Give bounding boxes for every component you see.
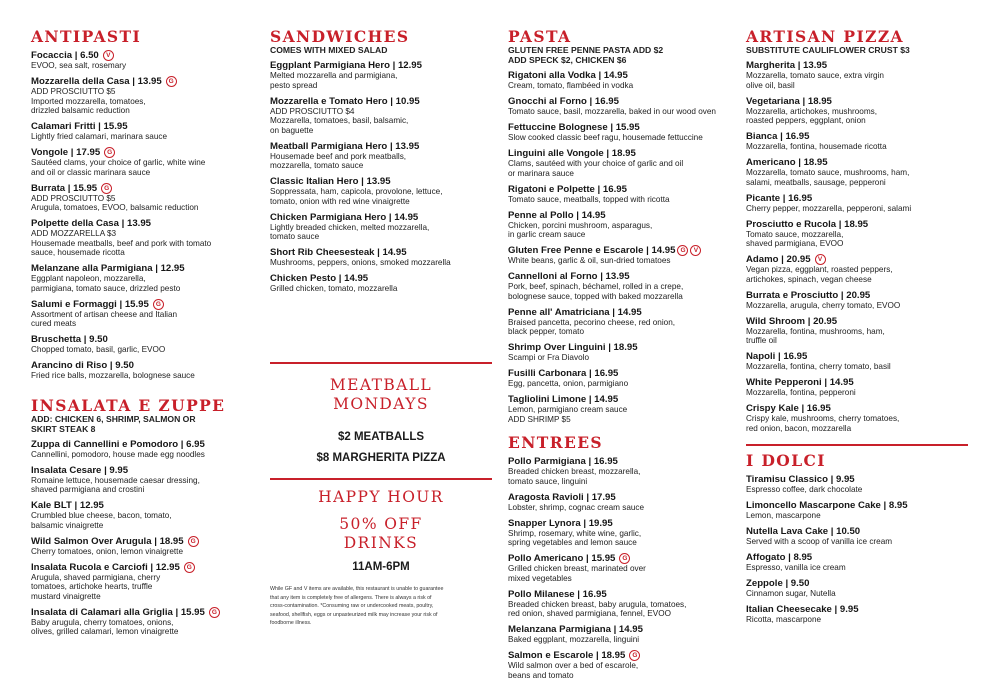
menu-item-name: Insalata Rucola e Carciofi | 12.95 bbox=[31, 561, 180, 573]
menu-item-description: Baby arugula, cherry tomatoes, onions, olives, grilled calamari, lemon vinaigrette bbox=[31, 617, 179, 636]
menu-item bbox=[508, 624, 730, 645]
menu-item-name: Affogato | 8.95 bbox=[746, 552, 813, 563]
antipasti-title: ANTIPASTI bbox=[31, 27, 142, 46]
menu-item-name: White Pepperoni | 14.95 bbox=[746, 377, 854, 388]
menu-item-name-row bbox=[508, 650, 730, 661]
gluten-free-badge-icon: G bbox=[184, 562, 195, 573]
menu-item-name-row bbox=[31, 465, 253, 476]
vegan-badge-icon: V bbox=[690, 245, 701, 256]
menu-item-name-row bbox=[508, 394, 730, 405]
menu-item-name-row bbox=[508, 342, 730, 353]
menu-item-name-row bbox=[746, 60, 968, 71]
menu-item-name-row bbox=[31, 76, 253, 87]
menu-item-description: Mozzarella, fontina, housemade ricotta bbox=[746, 142, 887, 151]
menu-item-description: Cherry tomatoes, onion, lemon vinaigrette bbox=[31, 546, 184, 556]
menu-item bbox=[508, 245, 730, 266]
menu-item bbox=[31, 147, 253, 177]
menu-item-description: Ricotta, mascarpone bbox=[746, 615, 822, 624]
menu-item-name-row bbox=[508, 624, 730, 635]
menu-item-name: Mozzarella della Casa | 13.95 bbox=[31, 76, 162, 87]
meatball-deal: $2 MEATBALLS bbox=[337, 431, 425, 443]
menu-item bbox=[31, 50, 253, 71]
menu-item-name-row bbox=[508, 589, 730, 600]
menu-item bbox=[746, 254, 968, 284]
menu-item bbox=[746, 316, 968, 346]
menu-item-description: ADD PROSCIUTTO $4 Mozzarella, tomatoes, basil, balsamic, on baguette bbox=[270, 106, 409, 135]
dolci-section bbox=[746, 452, 968, 625]
menu-item-name: Gnocchi al Forno | 16.95 bbox=[508, 96, 619, 107]
menu-item bbox=[508, 650, 730, 680]
menu-item-name-row bbox=[746, 604, 968, 615]
menu-item-name: Short Rib Cheesesteak | 14.95 bbox=[270, 247, 407, 258]
column-3 bbox=[508, 28, 730, 686]
menu-item-description: Eggplant napoleon, mozzarella, parmigiana, tomato sauce, drizzled pesto bbox=[31, 274, 181, 293]
menu-item-name-row bbox=[746, 351, 968, 362]
menu-item-name: Insalata Cesare | 9.95 bbox=[31, 464, 129, 476]
happy-hour-time: 11AM-6PM bbox=[352, 561, 410, 573]
menu-item bbox=[746, 219, 968, 249]
menu-item-name-row bbox=[746, 157, 968, 168]
menu-item-description: Mushrooms, peppers, onions, smoked mozzarella bbox=[270, 258, 451, 267]
pasta-title: PASTA bbox=[508, 27, 572, 46]
menu-item bbox=[508, 210, 730, 240]
menu-item-description: Mozzarella, tomato sauce, extra virgin olive oil, basil bbox=[746, 71, 884, 90]
menu-item-name: Limoncello Mascarpone Cake | 8.95 bbox=[746, 500, 908, 511]
sandwiches-items bbox=[270, 60, 492, 294]
meatball-mondays-title-1: MEATBALL bbox=[329, 376, 433, 394]
menu-item-description: Crispy kale, mushrooms, cherry tomatoes, red onion, bacon, mozzarella bbox=[746, 414, 900, 433]
menu-item bbox=[31, 121, 253, 142]
menu-item-description: Cherry pepper, mozzarella, pepperoni, salami bbox=[746, 203, 912, 213]
gluten-free-badge-icon: G bbox=[629, 650, 640, 661]
menu-item-name: Shrimp Over Linguini | 18.95 bbox=[508, 342, 638, 353]
menu-item bbox=[746, 403, 968, 433]
menu-item-name-row bbox=[746, 254, 968, 265]
column-4-lower bbox=[746, 452, 968, 630]
menu-item-name: Gluten Free Penne e Escarole | 14.95 bbox=[508, 245, 676, 256]
menu-item-description: Grilled chicken, tomato, mozzarella bbox=[270, 284, 398, 293]
menu-item-name: Aragosta Ravioli | 17.95 bbox=[508, 491, 616, 503]
menu-item bbox=[746, 193, 968, 214]
happy-hour-deal-2: DRINKS bbox=[343, 534, 419, 552]
menu-item bbox=[270, 247, 492, 268]
pizza-section bbox=[746, 28, 968, 433]
insalata-subtitle: ADD: CHICKEN 6, SHRIMP, SALMON OR SKIRT STEAK 8 bbox=[31, 413, 196, 434]
menu-item bbox=[508, 271, 730, 301]
menu-item-name: Picante | 16.95 bbox=[746, 192, 813, 204]
menu-item-name-row bbox=[508, 70, 730, 81]
menu-item-name-row bbox=[746, 526, 968, 537]
gluten-free-badge-icon: G bbox=[188, 536, 199, 547]
gluten-free-badge-icon: G bbox=[166, 76, 177, 87]
menu-item-description: Clams, sautéed with your choice of garlic and oil or marinara sauce bbox=[508, 159, 684, 178]
menu-item-name-row bbox=[31, 218, 253, 229]
menu-item-description: Espresso, vanilla ice cream bbox=[746, 563, 846, 572]
menu-item-name-row bbox=[746, 403, 968, 414]
menu-item-description: Fried rice balls, mozzarella, bolognese sauce bbox=[31, 371, 195, 380]
menu-item-name-row bbox=[508, 456, 730, 467]
dolci-title: I DOLCI bbox=[746, 451, 826, 470]
menu-item bbox=[508, 553, 730, 583]
menu-item-name: Burrata e Prosciutto | 20.95 bbox=[746, 289, 871, 301]
menu-item-name: Adamo | 20.95 bbox=[746, 254, 811, 265]
menu-item-description: Soppressata, ham, capicola, provolone, lettuce, tomato, onion with red wine vinaigrette bbox=[270, 187, 443, 206]
menu-item-name: Fettuccine Bolognese | 15.95 bbox=[508, 122, 640, 133]
menu-item-name-row bbox=[31, 360, 253, 371]
menu-item-name-row bbox=[270, 176, 492, 187]
menu-item-name: Snapper Lynora | 19.95 bbox=[508, 517, 613, 529]
insalata-items bbox=[31, 439, 253, 637]
menu-item-description: Lightly fried calamari, marinara sauce bbox=[31, 132, 168, 141]
menu-item-description: Mozzarella, arugula, cherry tomato, EVOO bbox=[746, 300, 901, 310]
menu-item-name: Wild Shroom | 20.95 bbox=[746, 315, 838, 327]
menu-item-name: Rigatoni alla Vodka | 14.95 bbox=[508, 70, 628, 81]
menu-item-description: Mozzarella, fontina, pepperoni bbox=[746, 388, 856, 397]
menu-item-name-row bbox=[508, 553, 730, 564]
menu-item-name-row bbox=[746, 193, 968, 204]
menu-item-name: Focaccia | 6.50 bbox=[31, 50, 99, 61]
menu-item-name-row bbox=[508, 96, 730, 107]
menu-item-name-row bbox=[508, 245, 730, 256]
menu-item-description: Grilled chicken breast, marinated over mixed vegetables bbox=[508, 564, 646, 583]
pasta-items bbox=[508, 70, 730, 424]
menu-item bbox=[31, 218, 253, 258]
menu-item-name: Meatball Parmigiana Hero | 13.95 bbox=[270, 140, 420, 152]
menu-item-name-row bbox=[746, 219, 968, 230]
menu-item bbox=[31, 360, 253, 381]
menu-item-name-row bbox=[508, 518, 730, 529]
menu-item-description: Scampi or Fra Diavolo bbox=[508, 353, 589, 362]
pasta-section bbox=[508, 28, 730, 424]
menu-item-description: Crumbled blue cheese, bacon, tomato, balsamic vinaigrette bbox=[31, 511, 172, 530]
antipasti-section bbox=[31, 28, 253, 381]
menu-item-name: Napoli | 16.95 bbox=[746, 351, 808, 362]
menu-item-description: Served with a scoop of vanilla ice cream bbox=[746, 537, 893, 546]
menu-item-name: Arancino di Riso | 9.50 bbox=[31, 360, 134, 371]
vegan-badge-icon: V bbox=[815, 254, 826, 265]
menu-item-name-row bbox=[746, 96, 968, 107]
menu-item-name-row bbox=[270, 212, 492, 223]
menu-item bbox=[746, 60, 968, 90]
menu-item-name-row bbox=[31, 439, 253, 450]
menu-item bbox=[31, 334, 253, 355]
menu-item-description: ADD MOZZARELLA $3 Housemade meatballs, beef and pork with tomato sauce, housemade ricotta bbox=[31, 229, 212, 257]
menu-item-name-row bbox=[746, 578, 968, 589]
menu-item bbox=[508, 70, 730, 91]
menu-item-description: Mozzarella, artichokes, mushrooms, roasted peppers, eggplant, onion bbox=[746, 106, 878, 125]
menu-item-description: Cinnamon sugar, Nutella bbox=[746, 589, 836, 598]
menu-item-description: Lemon, parmigiano cream sauce ADD SHRIMP $5 bbox=[508, 405, 628, 424]
menu-item bbox=[31, 76, 253, 116]
menu-item-description: Lightly breaded chicken, melted mozzarella, tomato sauce bbox=[270, 222, 430, 241]
menu-item-description: Mozzarella, tomato sauce, mushrooms, ham, salami, meatballs, sausage, pepperoni bbox=[746, 168, 910, 187]
menu-item bbox=[746, 351, 968, 372]
menu-item-name-row bbox=[746, 316, 968, 327]
menu-item-name-row bbox=[270, 96, 492, 107]
happy-hour-deal-1: 50% OFF bbox=[339, 515, 423, 533]
menu-item-name-row bbox=[31, 50, 253, 61]
menu-item bbox=[31, 183, 253, 213]
pizza-title: ARTISAN PIZZA bbox=[746, 27, 904, 46]
menu-item bbox=[746, 578, 968, 599]
menu-item-description: Breaded chicken breast, mozzarella, tomato sauce, linguini bbox=[508, 467, 641, 486]
menu-item-name: Melanzana Parmigiana | 14.95 bbox=[508, 624, 643, 635]
menu-item-description: Breaded chicken breast, baby arugula, tomatoes, red onion, shaved parmigiana, fennel, EVOO bbox=[508, 599, 687, 618]
menu-item bbox=[270, 273, 492, 294]
allergen-disclaimer: While GF and V items are available, this restaurant is unable to guarantee that any item is completely free of allergens. There is always a risk of cross-contamination. *Consuming raw or undercooked meats, poultry, seafood, shellfish, eggs or unpasteurized milk may increase your risk of foodborne illness. bbox=[270, 586, 444, 627]
menu-item-name-row bbox=[508, 122, 730, 133]
gluten-free-badge-icon: G bbox=[677, 245, 688, 256]
gluten-free-badge-icon: G bbox=[104, 147, 115, 158]
menu-item bbox=[746, 96, 968, 126]
menu-item-name-row bbox=[508, 210, 730, 221]
menu-item-description: Vegan pizza, eggplant, roasted peppers, artichokes, spinach, vegan cheese bbox=[746, 265, 893, 284]
menu-item bbox=[746, 552, 968, 573]
menu-item-name: Crispy Kale | 16.95 bbox=[746, 403, 831, 414]
menu-item-description: Slow cooked classic beef ragu, housemade fettuccine bbox=[508, 133, 703, 142]
menu-item-name-row bbox=[270, 273, 492, 284]
menu-item bbox=[508, 122, 730, 143]
gluten-free-badge-icon: G bbox=[619, 553, 630, 564]
menu-item-description: Espresso coffee, dark chocolate bbox=[746, 485, 863, 494]
dolci-items bbox=[746, 474, 968, 625]
menu-item bbox=[746, 500, 968, 521]
menu-item-name-row bbox=[31, 183, 253, 194]
menu-item-description: ADD PROSCIUTTO $5 Imported mozzarella, tomatoes, drizzled balsamic reduction bbox=[31, 87, 146, 115]
menu-item-name-row bbox=[31, 299, 253, 310]
menu-item-name-row bbox=[270, 247, 492, 258]
menu-item-name: Zeppole | 9.50 bbox=[746, 578, 810, 589]
menu-item-name: Vegetariana | 18.95 bbox=[746, 95, 832, 107]
divider-rule bbox=[270, 362, 492, 364]
menu-item bbox=[31, 607, 253, 637]
sandwiches-title: SANDWICHES bbox=[270, 27, 410, 46]
menu-item bbox=[31, 263, 253, 293]
meatball-mondays-title-2: MONDAYS bbox=[333, 395, 429, 413]
vegan-badge-icon: V bbox=[103, 50, 114, 61]
entrees-items bbox=[508, 456, 730, 680]
menu-item-name-row bbox=[746, 552, 968, 563]
menu-item-description: Tomato sauce, meatballs, topped with ricotta bbox=[508, 194, 670, 204]
menu-item-name-row bbox=[270, 141, 492, 152]
menu-item bbox=[746, 131, 968, 152]
menu-item bbox=[270, 96, 492, 136]
menu-item-description: Mozzarella, fontina, mushrooms, ham, truffle oil bbox=[746, 326, 885, 345]
menu-item bbox=[508, 394, 730, 424]
menu-item bbox=[270, 176, 492, 206]
menu-item bbox=[31, 562, 253, 602]
menu-item bbox=[31, 500, 253, 530]
menu-item bbox=[508, 342, 730, 363]
menu-item-name: Mozzarella e Tomato Hero | 10.95 bbox=[270, 95, 420, 107]
menu-item-name: Wild Salmon Over Arugula | 18.95 bbox=[31, 535, 184, 547]
menu-item bbox=[508, 589, 730, 619]
menu-item-name-row bbox=[31, 147, 253, 158]
menu-item-name: Salumi e Formaggi | 15.95 bbox=[31, 298, 149, 310]
menu-item-description: Cannellini, pomodoro, house made egg noodles bbox=[31, 449, 205, 459]
margherita-deal: $8 MARGHERITA PIZZA bbox=[316, 452, 446, 464]
menu-item-name-row bbox=[31, 607, 253, 618]
gluten-free-badge-icon: G bbox=[101, 183, 112, 194]
menu-item-name: Linguini alle Vongole | 18.95 bbox=[508, 148, 636, 159]
menu-item-description: Lobster, shrimp, cognac cream sauce bbox=[508, 502, 645, 512]
menu-item-description: Housemade beef and pork meatballs, mozzarella, tomato sauce bbox=[270, 151, 407, 170]
menu-item-name: Margherita | 13.95 bbox=[746, 60, 828, 71]
menu-item-name-row bbox=[31, 562, 253, 573]
menu-item-name-row bbox=[508, 492, 730, 503]
menu-item-description: Chicken, porcini mushroom, asparagus, in garlic cream sauce bbox=[508, 220, 653, 239]
antipasti-items bbox=[31, 50, 253, 381]
menu-item bbox=[746, 157, 968, 187]
menu-item-name: Burrata | 15.95 bbox=[31, 182, 98, 194]
menu-item-name: Nutella Lava Cake | 10.50 bbox=[746, 526, 861, 537]
menu-item bbox=[746, 604, 968, 625]
menu-item bbox=[508, 456, 730, 486]
menu-item-description: Braised pancetta, pecorino cheese, red onion, black pepper, tomato bbox=[508, 317, 676, 336]
menu-item-description: Tomato sauce, basil, mozzarella, baked in our wood oven bbox=[508, 107, 716, 116]
menu-item-name: Melanzane alla Parmigiana | 12.95 bbox=[31, 263, 185, 274]
gluten-free-badge-icon: G bbox=[209, 607, 220, 618]
menu-item-description: Chopped tomato, basil, garlic, EVOO bbox=[31, 345, 166, 354]
menu-item-name: Bianca | 16.95 bbox=[746, 131, 810, 142]
menu-item-name: Pollo Parmigiana | 16.95 bbox=[508, 456, 618, 467]
menu-item-name-row bbox=[508, 271, 730, 282]
menu-item-name: Vongole | 17.95 bbox=[31, 147, 101, 158]
menu-item-name: Tiramisu Classico | 9.95 bbox=[746, 474, 855, 485]
menu-item bbox=[31, 536, 253, 557]
menu-item-name: Prosciutto e Rucola | 18.95 bbox=[746, 218, 869, 230]
menu-item-description: Shrimp, rosemary, white wine, garlic, spring vegetables and lemon sauce bbox=[508, 528, 642, 547]
menu-item-name: Kale BLT | 12.95 bbox=[31, 500, 104, 511]
menu-item-name-row bbox=[270, 60, 492, 71]
menu-item bbox=[508, 368, 730, 389]
menu-item-description: Egg, pancetta, onion, parmigiano bbox=[508, 379, 629, 388]
menu-item-name-row bbox=[508, 368, 730, 379]
pizza-subtitle: SUBSTITUTE CAULIFLOWER CRUST $3 bbox=[746, 45, 910, 55]
menu-item bbox=[270, 212, 492, 242]
menu-item-description: Mozzarella, fontina, cherry tomato, basil bbox=[746, 362, 891, 371]
menu-item-description: Tomato sauce, mozzarella, shaved parmigiana, EVOO bbox=[746, 229, 844, 248]
menu-item-name-row bbox=[31, 500, 253, 511]
menu-item-name: Insalata di Calamari alla Griglia | 15.95 bbox=[31, 606, 205, 618]
menu-item-name: Zuppa di Cannellini e Pomodoro | 6.95 bbox=[31, 438, 205, 450]
menu-item-name-row bbox=[746, 131, 968, 142]
menu-item-name-row bbox=[31, 121, 253, 132]
column-4 bbox=[746, 28, 968, 439]
entrees-title: ENTREES bbox=[508, 433, 604, 452]
menu-item bbox=[508, 518, 730, 548]
menu-item-name-row bbox=[31, 334, 253, 345]
happy-hour-title: HAPPY HOUR bbox=[318, 488, 444, 506]
gluten-free-badge-icon: G bbox=[153, 299, 164, 310]
menu-item-description: Cream, tomato, flambéed in vodka bbox=[508, 81, 634, 90]
menu-item-name: Chicken Parmigiana Hero | 14.95 bbox=[270, 211, 419, 223]
menu-item-name-row bbox=[508, 307, 730, 318]
menu-item bbox=[508, 307, 730, 337]
menu-item-description: Pork, beef, spinach, béchamel, rolled in a crepe, bolognese sauce, topped with baked mozzarella bbox=[508, 282, 684, 301]
insalata-section bbox=[31, 397, 253, 637]
menu-item-name: Fusilli Carbonara | 16.95 bbox=[508, 368, 619, 379]
meatball-mondays-promo bbox=[270, 376, 492, 465]
menu-item-name: Tagliolini Limone | 14.95 bbox=[508, 394, 619, 405]
menu-item-name-row bbox=[746, 474, 968, 485]
menu-item-name: Penne al Pollo | 14.95 bbox=[508, 209, 606, 221]
menu-item-name: Rigatoni e Polpette | 16.95 bbox=[508, 183, 627, 195]
entrees-section bbox=[508, 434, 730, 680]
menu-item-name: Classic Italian Hero | 13.95 bbox=[270, 176, 391, 187]
menu-item-name-row bbox=[31, 536, 253, 547]
menu-item-description: Lemon, mascarpone bbox=[746, 511, 821, 520]
menu-item-name: Italian Cheesecake | 9.95 bbox=[746, 604, 859, 615]
menu-item-name: Calamari Fritti | 15.95 bbox=[31, 121, 128, 132]
insalata-title: INSALATA E ZUPPE bbox=[31, 395, 226, 415]
sandwiches-section bbox=[270, 28, 492, 294]
menu-item-description: EVOO, sea salt, rosemary bbox=[31, 61, 127, 70]
column-1 bbox=[31, 28, 253, 642]
menu-item-name: Chicken Pesto | 14.95 bbox=[270, 273, 369, 284]
menu-item-name: Pollo Americano | 15.95 bbox=[508, 553, 616, 564]
pizza-items bbox=[746, 60, 968, 433]
menu-item-name-row bbox=[508, 148, 730, 159]
menu-item-name: Cannelloni al Forno | 13.95 bbox=[508, 271, 630, 282]
menu-item-name-row bbox=[31, 263, 253, 274]
divider-rule bbox=[270, 478, 492, 480]
menu-item bbox=[31, 299, 253, 329]
column-2 bbox=[270, 28, 492, 299]
menu-item-description: Arugula, shaved parmigiana, cherry tomatoes, artichoke hearts, truffle mustard vinaigrette bbox=[31, 572, 161, 601]
menu-item-description: Assortment of artisan cheese and Italian cured meats bbox=[31, 309, 178, 328]
happy-hour-promo bbox=[270, 488, 492, 574]
menu-item-description: Wild salmon over a bed of escarole, beans and tomato bbox=[508, 661, 639, 680]
menu-item bbox=[746, 474, 968, 495]
menu-item bbox=[746, 526, 968, 547]
menu-item-description: ADD PROSCIUTTO $5 Arugula, tomatoes, EVOO, balsamic reduction bbox=[31, 193, 199, 212]
menu-item-name: Bruschetta | 9.50 bbox=[31, 334, 108, 345]
menu-item bbox=[31, 439, 253, 460]
menu-item-description: Romaine lettuce, housemade caesar dressing, shaved parmigiana and crostini bbox=[31, 475, 200, 494]
menu-item-name-row bbox=[508, 184, 730, 195]
menu-item-name-row bbox=[746, 377, 968, 388]
divider-rule bbox=[746, 444, 968, 446]
menu-item-name: Pollo Milanese | 16.95 bbox=[508, 588, 607, 600]
menu-item-name: Salmon e Escarole | 18.95 bbox=[508, 650, 626, 661]
menu-item-description: White beans, garlic & oil, sun-dried tomatoes bbox=[508, 256, 671, 265]
menu-item bbox=[508, 148, 730, 178]
menu-item bbox=[270, 141, 492, 171]
menu-item-description: Baked eggplant, mozzarella, linguini bbox=[508, 635, 640, 644]
menu-item-name-row bbox=[746, 290, 968, 301]
menu-item-name: Penne all' Amatriciana | 14.95 bbox=[508, 306, 642, 318]
sandwiches-subtitle: COMES WITH MIXED SALAD bbox=[270, 45, 388, 55]
pasta-subtitle: GLUTEN FREE PENNE PASTA ADD $2 ADD SPECK $2, CHICKEN $6 bbox=[508, 45, 664, 65]
menu-item-name: Polpette della Casa | 13.95 bbox=[31, 218, 151, 229]
menu-item bbox=[508, 96, 730, 117]
menu-item-name: Americano | 18.95 bbox=[746, 157, 828, 168]
menu-item bbox=[508, 492, 730, 513]
menu-item-description: Sautéed clams, your choice of garlic, white wine and oil or classic marinara sauce bbox=[31, 158, 206, 177]
menu-item bbox=[270, 60, 492, 90]
menu-item bbox=[746, 290, 968, 311]
menu-item bbox=[746, 377, 968, 398]
menu-item-name: Eggplant Parmigiana Hero | 12.95 bbox=[270, 60, 422, 71]
menu-item bbox=[31, 465, 253, 495]
menu-item bbox=[508, 184, 730, 205]
menu-item-name-row bbox=[746, 500, 968, 511]
menu-item-description: Melted mozzarella and parmigiana, pesto spread bbox=[270, 71, 398, 90]
